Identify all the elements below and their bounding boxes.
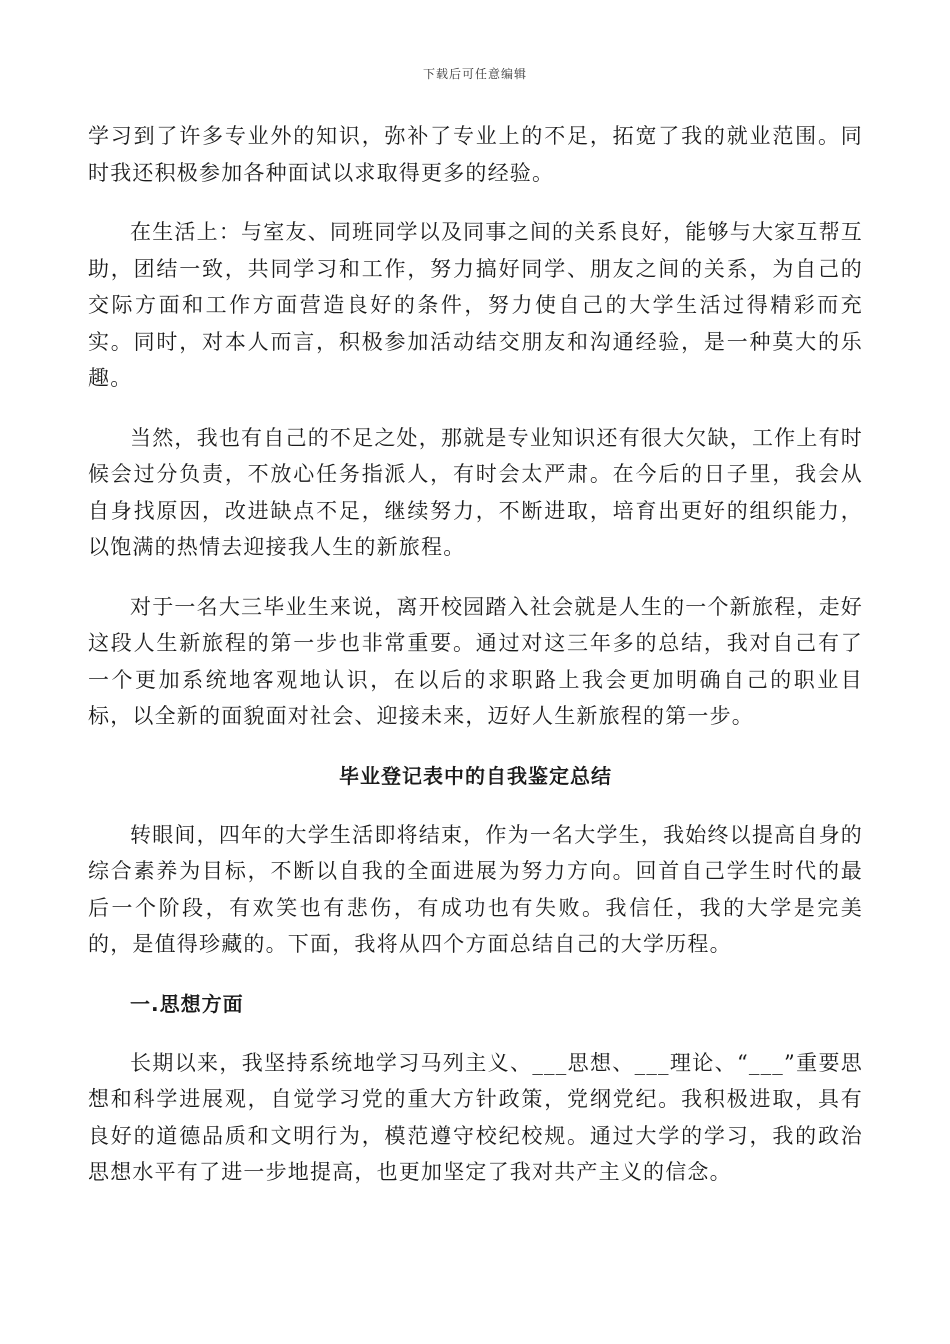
document-body: [88, 118, 863, 1191]
paragraph-thought: 长期以来，我坚持系统地学习马列主义、___思想、___理论、“___”重要思想和科学进展观，自觉学习党的重大方针政策，党纲党纪。我积极进取，具有良好的道德品质和文明行为，模范遵守校纪校规。通过大学的学习，我的政治思想水平有了进一步地提高，也更加坚定了我对共产主义的信念。: [88, 1050, 863, 1184]
paragraph-new-journey: 对于一名大三毕业生来说，离开校园踏入社会就是人生的一个新旅程，走好这段人生新旅程的第一步也非常重要。通过对这三年多的总结，我对自己有了一个更加系统地客观地认识，在以后的求职路上我会更加明确自己的职业目标，以全新的面貌面对社会、迎接未来，迈好人生新旅程的第一步。: [88, 594, 863, 728]
page-header: 下载后可任意编辑: [422, 67, 527, 81]
paragraph-life: 在生活上：与室友、同班同学以及同事之间的关系良好，能够与大家互帮互助，团结一致，共同学习和工作，努力搞好同学、朋友之间的关系，为自己的交际方面和工作方面营造良好的条件，努力使自己的大学生活过得精彩而充实。同时，对本人而言，积极参加活动结交朋友和沟通经验，是一种莫大的乐趣。: [88, 220, 863, 390]
section-title: 毕业登记表中的自我鉴定总结: [339, 763, 612, 788]
subsection-heading-thought: 一.思想方面: [130, 991, 244, 1016]
paragraph-shortcomings: 当然，我也有自己的不足之处，那就是专业知识还有很大欠缺，工作上有时候会过分负责，不放心任务指派人，有时会太严肃。在今后的日子里，我会从自身找原因，改进缺点不足，继续努力，不断进取，培育出更好的组织能力，以饱满的热情去迎接我人生的新旅程。: [88, 425, 863, 559]
paragraph-intro: 转眼间，四年的大学生活即将结束，作为一名大学生，我始终以提高自身的综合素养为目标，不断以自我的全面进展为努力方向。回首自己学生时代的最后一个阶段，有欢笑也有悲伤，有成功也有失败。我信任，我的大学是完美的，是值得珍藏的。下面，我将从四个方面总结自己的大学历程。: [88, 822, 863, 956]
paragraph-continuation: 学习到了许多专业外的知识，弥补了专业上的不足，拓宽了我的就业范围。同时我还积极参加各种面试以求取得更多的经验。: [88, 124, 863, 185]
